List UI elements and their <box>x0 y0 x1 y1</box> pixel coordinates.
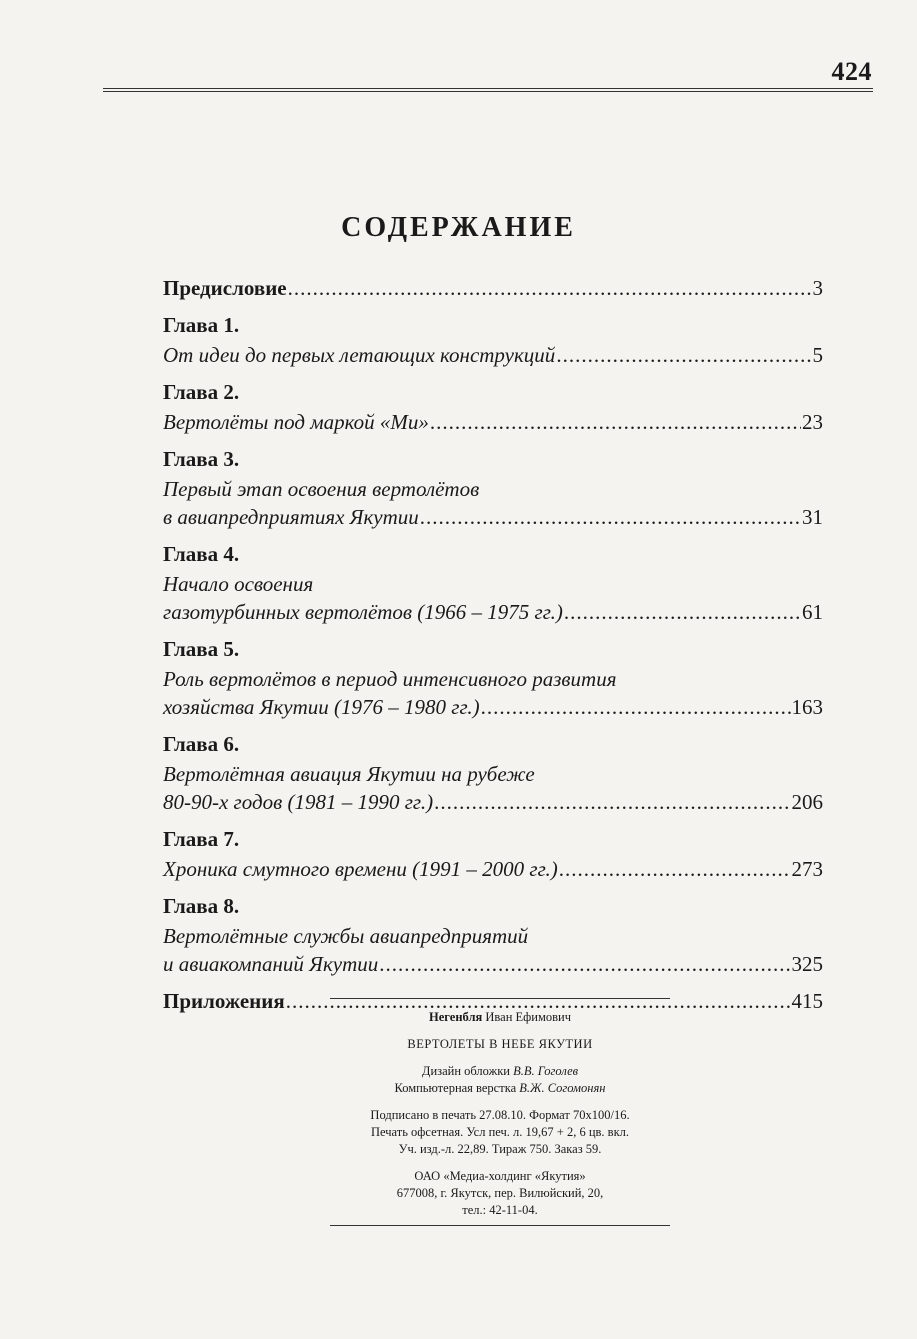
toc-title-text: Вертолёты под маркой «Ми» <box>163 410 429 434</box>
layout-name: В.Ж. Согомонян <box>519 1081 606 1095</box>
cover-design-label: Дизайн обложки <box>421 1064 511 1078</box>
toc-title-text: Роль вертолётов в период интенсивного развития <box>163 667 617 691</box>
toc-page-number: 206 <box>791 790 823 814</box>
author-line <box>330 1009 670 1026</box>
toc-title-text: 80-90-х годов (1981 – 1990 гг.) <box>163 790 434 814</box>
toc-entry <box>163 445 823 531</box>
toc-title-line <box>163 341 823 369</box>
header-rule <box>103 88 873 92</box>
colophon-bottom-rule <box>330 1225 670 1226</box>
publisher-line-1: ОАО «Медиа-холдинг «Якутия» <box>414 1169 586 1183</box>
publisher-line-3: тел.: 42-11-04. <box>462 1203 538 1217</box>
toc-title-text: Приложения <box>163 989 285 1013</box>
chapter-label: Глава 2. <box>163 380 240 404</box>
toc-leader-dots <box>481 693 791 721</box>
layout-label: Компьютерная верстка <box>394 1081 517 1095</box>
toc-entry <box>163 730 823 816</box>
toc-page-number: 5 <box>812 343 823 367</box>
table-of-contents <box>163 274 823 1015</box>
toc-title-line <box>163 693 823 721</box>
toc-title-text: Хроника смутного времени (1991 – 2000 гг.) <box>163 857 558 881</box>
toc-entry <box>163 635 823 721</box>
cover-design-line <box>330 1063 670 1080</box>
toc-title-text: газотурбинных вертолётов (1966 – 1975 гг.) <box>163 600 563 624</box>
chapter-label: Глава 5. <box>163 637 240 661</box>
chapter-label: Глава 4. <box>163 542 240 566</box>
toc-spacer <box>163 531 823 540</box>
toc-title-line <box>163 475 823 503</box>
toc-title-line <box>163 760 823 788</box>
toc-title-text: Первый этап освоения вертолётов <box>163 477 480 501</box>
page-number: 424 <box>831 57 872 86</box>
chapter-label: Глава 8. <box>163 894 240 918</box>
toc-spacer <box>163 816 823 825</box>
toc-title-text: в авиапредприятиях Якутии <box>163 505 419 529</box>
chapter-label: Глава 7. <box>163 827 240 851</box>
toc-leader-dots <box>559 855 791 883</box>
toc-entry <box>163 540 823 626</box>
toc-spacer <box>163 721 823 730</box>
toc-page-number: 31 <box>802 505 823 529</box>
toc-entry <box>163 378 823 436</box>
colophon <box>330 998 670 1226</box>
toc-title-line <box>163 922 823 950</box>
toc-page-number: 415 <box>791 989 823 1013</box>
print-line-3: Уч. изд.-л. 22,89. Тираж 750. Заказ 59. <box>398 1142 602 1156</box>
toc-spacer <box>163 369 823 378</box>
toc-page-number: 23 <box>802 410 823 434</box>
toc-leader-dots <box>288 274 812 302</box>
toc-title-text: Начало освоения <box>163 572 314 596</box>
toc-title-line <box>163 855 823 883</box>
toc-leader-dots <box>556 341 811 369</box>
toc-spacer <box>163 883 823 892</box>
layout-line <box>330 1080 670 1097</box>
toc-title-text: Вертолётные службы авиапредприятий <box>163 924 529 948</box>
toc-title-text: хозяйства Якутии (1976 – 1980 гг.) <box>163 695 480 719</box>
toc-title-line <box>163 665 823 693</box>
toc-page-number: 3 <box>812 276 823 300</box>
toc-leader-dots <box>430 408 801 436</box>
toc-title-text: Вертолётная авиация Якутии на рубеже <box>163 762 535 786</box>
toc-leader-dots <box>379 950 790 978</box>
toc-title-text: От идеи до первых летающих конструкций <box>163 343 556 367</box>
cover-design-name: В.В. Гоголев <box>513 1064 579 1078</box>
author-name: Иван Ефимович <box>485 1010 571 1024</box>
toc-page-number: 273 <box>791 857 823 881</box>
toc-title-text: и авиакомпаний Якутии <box>163 952 379 976</box>
toc-title-line <box>163 598 823 626</box>
toc-spacer <box>163 978 823 987</box>
chapter-label: Глава 3. <box>163 447 240 471</box>
toc-entry <box>163 825 823 883</box>
book-title: ВЕРТОЛЕТЫ В НЕБЕ ЯКУТИИ <box>407 1037 593 1051</box>
publisher-line-2: 677008, г. Якутск, пер. Вилюйский, 20, <box>396 1186 604 1200</box>
toc-title-line <box>163 788 823 816</box>
toc-entry <box>163 274 823 302</box>
toc-spacer <box>163 436 823 445</box>
toc-spacer <box>163 302 823 311</box>
print-line-1: Подписано в печать 27.08.10. Формат 70х100/16. <box>370 1108 630 1122</box>
chapter-label: Глава 1. <box>163 313 240 337</box>
toc-leader-dots <box>564 598 801 626</box>
toc-page-number: 163 <box>791 695 823 719</box>
print-line-2: Печать офсетная. Усл печ. л. 19,67 + 2, 6 цв. вкл. <box>370 1125 630 1139</box>
toc-page-number: 61 <box>802 600 823 624</box>
toc-page-number: 325 <box>791 952 823 976</box>
toc-leader-dots <box>420 503 801 531</box>
toc-title-line <box>163 503 823 531</box>
toc-title-line <box>163 274 823 302</box>
toc-leader-dots <box>434 788 790 816</box>
toc-title-text: Предисловие <box>163 276 287 300</box>
author-surname: Негенбля <box>429 1010 483 1024</box>
toc-entry <box>163 311 823 369</box>
chapter-label: Глава 6. <box>163 732 240 756</box>
page-title: СОДЕРЖАНИЕ <box>341 212 576 243</box>
toc-entry <box>163 892 823 978</box>
toc-title-line <box>163 570 823 598</box>
toc-title-line <box>163 950 823 978</box>
toc-title-line <box>163 408 823 436</box>
toc-spacer <box>163 626 823 635</box>
